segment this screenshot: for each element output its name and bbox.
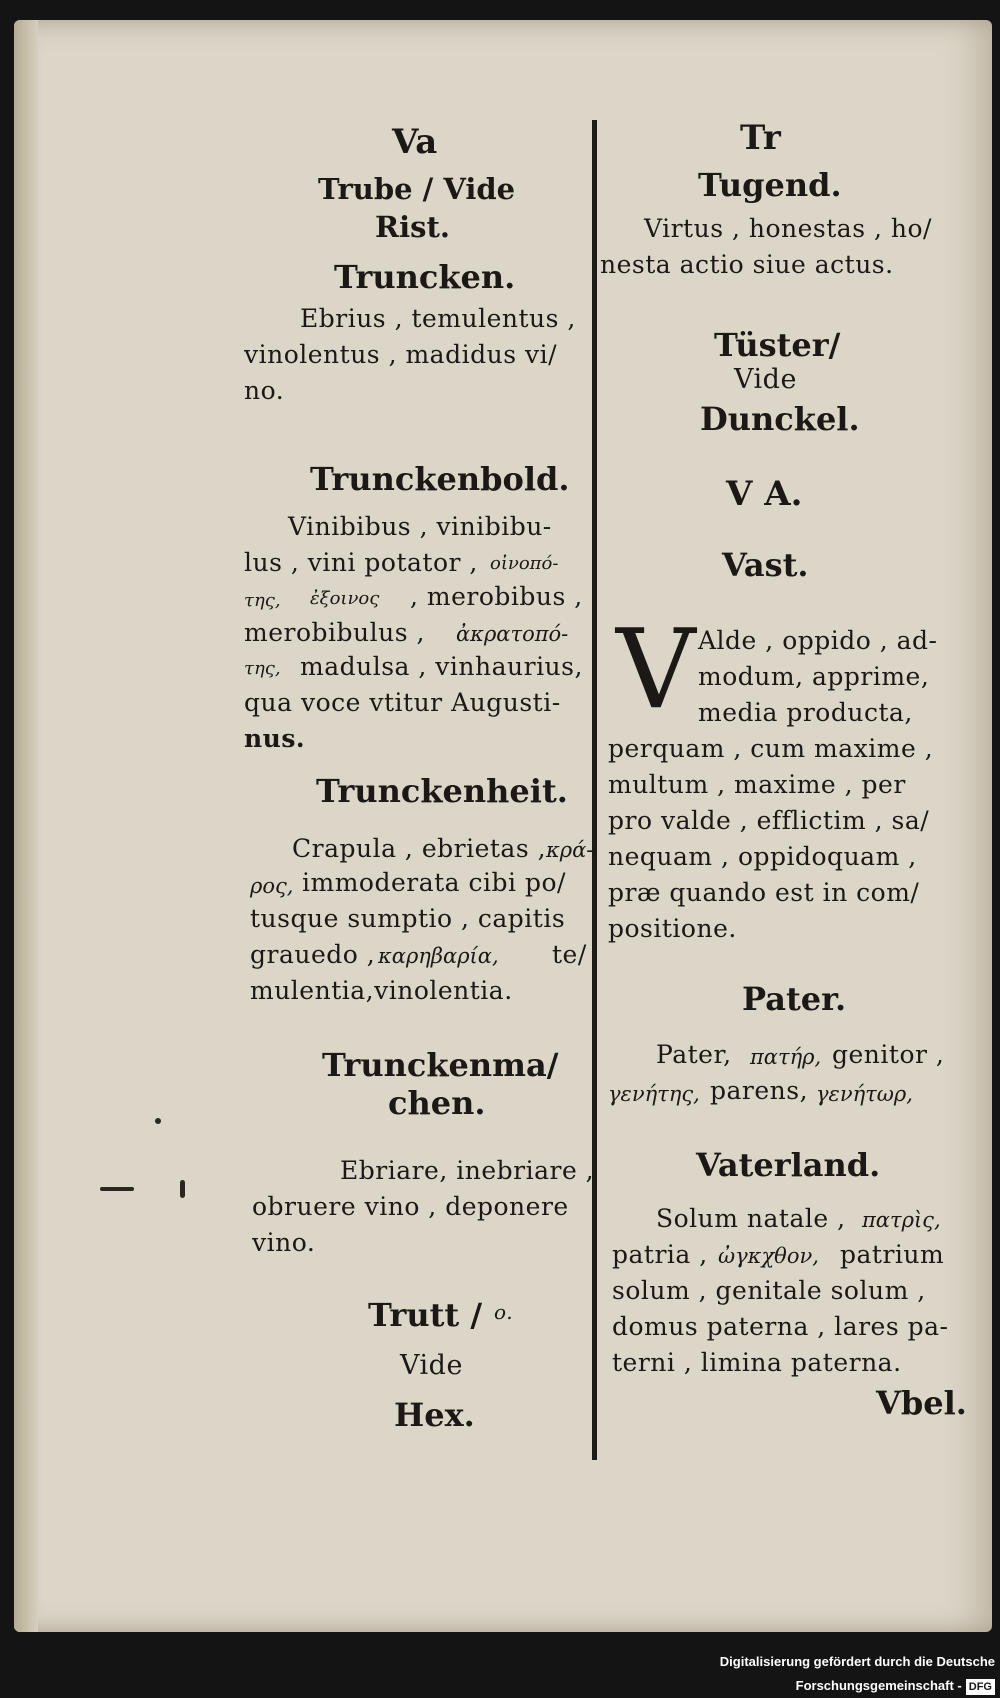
entry-vast-line: media producta,	[698, 698, 913, 727]
entry-pater-line: Pater,	[656, 1040, 732, 1069]
entry-vast-line: positione.	[608, 914, 737, 943]
entry-vast-line: nequam , oppidoquam ,	[608, 842, 917, 871]
entry-trunckenheit-line: grauedo ,	[250, 940, 376, 969]
entry-trunckenbold-headword: Trunckenbold.	[310, 460, 570, 498]
entry-vast-headword: Vast.	[722, 546, 809, 584]
entry-vaterland-line: patria ,	[612, 1240, 708, 1269]
entry-trunckenmachen-headword: chen.	[388, 1084, 486, 1122]
entry-trunckenheit-greek: κρά-	[546, 838, 594, 862]
entry-tugend-line: Virtus , honestas , ho/	[644, 214, 932, 243]
entry-vaterland-line: domus paterna , lares pa-	[612, 1312, 949, 1341]
entry-trunckenbold-greek: ἐξοινος	[310, 588, 380, 609]
entry-trunckenmachen-headword: Trunckenma/	[322, 1046, 559, 1084]
right-running-head: Tr	[740, 118, 781, 158]
entry-truncken-line: Ebrius , temulentus ,	[300, 304, 576, 333]
entry-trunckenbold-line: lus , vini potator ,	[244, 548, 478, 577]
margin-dot	[155, 1118, 161, 1124]
entry-pater-line: parens,	[710, 1076, 809, 1105]
entry-tugend-headword: Tugend.	[698, 166, 842, 204]
entry-tuster-vide: Vide	[734, 364, 797, 395]
entry-truncken-headword: Truncken.	[334, 258, 516, 296]
entry-trunckenbold-line: merobibulus ,	[244, 618, 425, 647]
entry-trunckenheit-line: tusque sumptio , capitis	[250, 904, 566, 933]
entry-trunckenbold-line: , merobibus ,	[410, 582, 583, 611]
entry-trunckenheit-headword: Trunckenheit.	[316, 772, 568, 810]
entry-trunckenheit-greek: καρηβαρία,	[378, 944, 499, 968]
digitization-credit	[600, 1650, 995, 1693]
entry-tugend-line: nesta actio siue actus.	[600, 250, 894, 279]
entry-truncken-line: vinolentus , madidus vi/	[244, 340, 558, 369]
entry-vaterland-line: Solum natale ,	[656, 1204, 846, 1233]
entry-trube-headword: Trube / Vide	[318, 172, 516, 206]
entry-tuster-headword: Tüster/	[714, 326, 841, 364]
entry-vast-line: præ quando est in com/	[608, 878, 920, 907]
entry-trunckenbold-greek: της,	[244, 590, 281, 611]
entry-trutt-reference: Hex.	[394, 1396, 475, 1434]
margin-dot	[180, 1180, 185, 1198]
section-heading-va: V A.	[726, 474, 803, 514]
entry-pater-greek: γενήτης,	[608, 1082, 700, 1106]
entry-vast-line: Alde , oppido , ad-	[698, 626, 938, 655]
entry-trunckenmachen-line: obruere vino , deponere	[252, 1192, 569, 1221]
entry-vaterland-line: solum , genitale solum ,	[612, 1276, 926, 1305]
left-running-head: Va	[392, 122, 438, 162]
entry-vast-line: perquam , cum maxime ,	[608, 734, 934, 763]
entry-trutt-mark: o.	[494, 1300, 514, 1324]
page-edge	[14, 20, 38, 1632]
entry-trutt-vide: Vide	[400, 1350, 463, 1381]
entry-vast-line: pro valde , efflictim , sa/	[608, 806, 930, 835]
entry-vaterland-greek: ὠγκχθον,	[718, 1244, 819, 1268]
entry-truncken-line: no.	[244, 376, 285, 405]
entry-trunckenbold-greek: της,	[244, 658, 281, 679]
entry-vaterland-greek: πατρὶς,	[862, 1208, 941, 1232]
entry-vaterland-headword: Vaterland.	[696, 1146, 881, 1184]
entry-trunckenbold-line: qua voce vtitur Augusti-	[244, 688, 561, 717]
entry-trunckenheit-line: mulentia,vinolentia.	[250, 976, 513, 1005]
entry-trunckenbold-greek: ἀκρατοπό-	[456, 622, 569, 646]
dfg-logo: DFG	[966, 1679, 995, 1695]
entry-trunckenbold-greek: οἰνοπό-	[490, 553, 559, 574]
entry-trunckenheit-line: immoderata cibi po/	[302, 868, 566, 897]
entry-pater-greek: γενήτωρ,	[816, 1082, 913, 1106]
entry-pater-line: genitor ,	[832, 1040, 945, 1069]
entry-trunckenbold-line: Vinibibus , vinibibu-	[288, 512, 552, 541]
entry-vast-line: modum, apprime,	[698, 662, 930, 691]
entry-trunckenheit-greek: ρος,	[250, 874, 294, 898]
entry-trunckenbold-line: nus.	[244, 724, 306, 753]
column-divider	[592, 120, 597, 1460]
entry-trunckenmachen-line: Ebriare, inebriare ,	[340, 1156, 595, 1185]
entry-trutt-headword: Trutt /	[368, 1296, 482, 1334]
entry-vast-line: multum , maxime , per	[608, 770, 906, 799]
catchword: Vbel.	[876, 1384, 967, 1422]
margin-mark	[100, 1187, 134, 1191]
entry-trube-reference: Rist.	[375, 210, 450, 244]
entry-vaterland-line: patrium	[840, 1240, 945, 1269]
entry-vast-dropcap: V	[616, 605, 696, 733]
entry-tuster-reference: Dunckel.	[700, 400, 860, 438]
entry-vaterland-line: terni , limina paterna.	[612, 1348, 902, 1377]
entry-trunckenheit-line: te/	[552, 940, 587, 969]
entry-pater-greek: πατήρ,	[750, 1045, 822, 1069]
entry-trunckenheit-line: Crapula , ebrietas ,	[292, 834, 547, 863]
credit-text: Digitalisierung gefördert durch die Deutsche Forschungsgemeinschaft -	[719, 1654, 995, 1693]
entry-pater-headword: Pater.	[742, 980, 847, 1018]
entry-trunckenbold-line: madulsa , vinhaurius,	[300, 652, 583, 681]
entry-trunckenmachen-line: vino.	[252, 1228, 316, 1257]
